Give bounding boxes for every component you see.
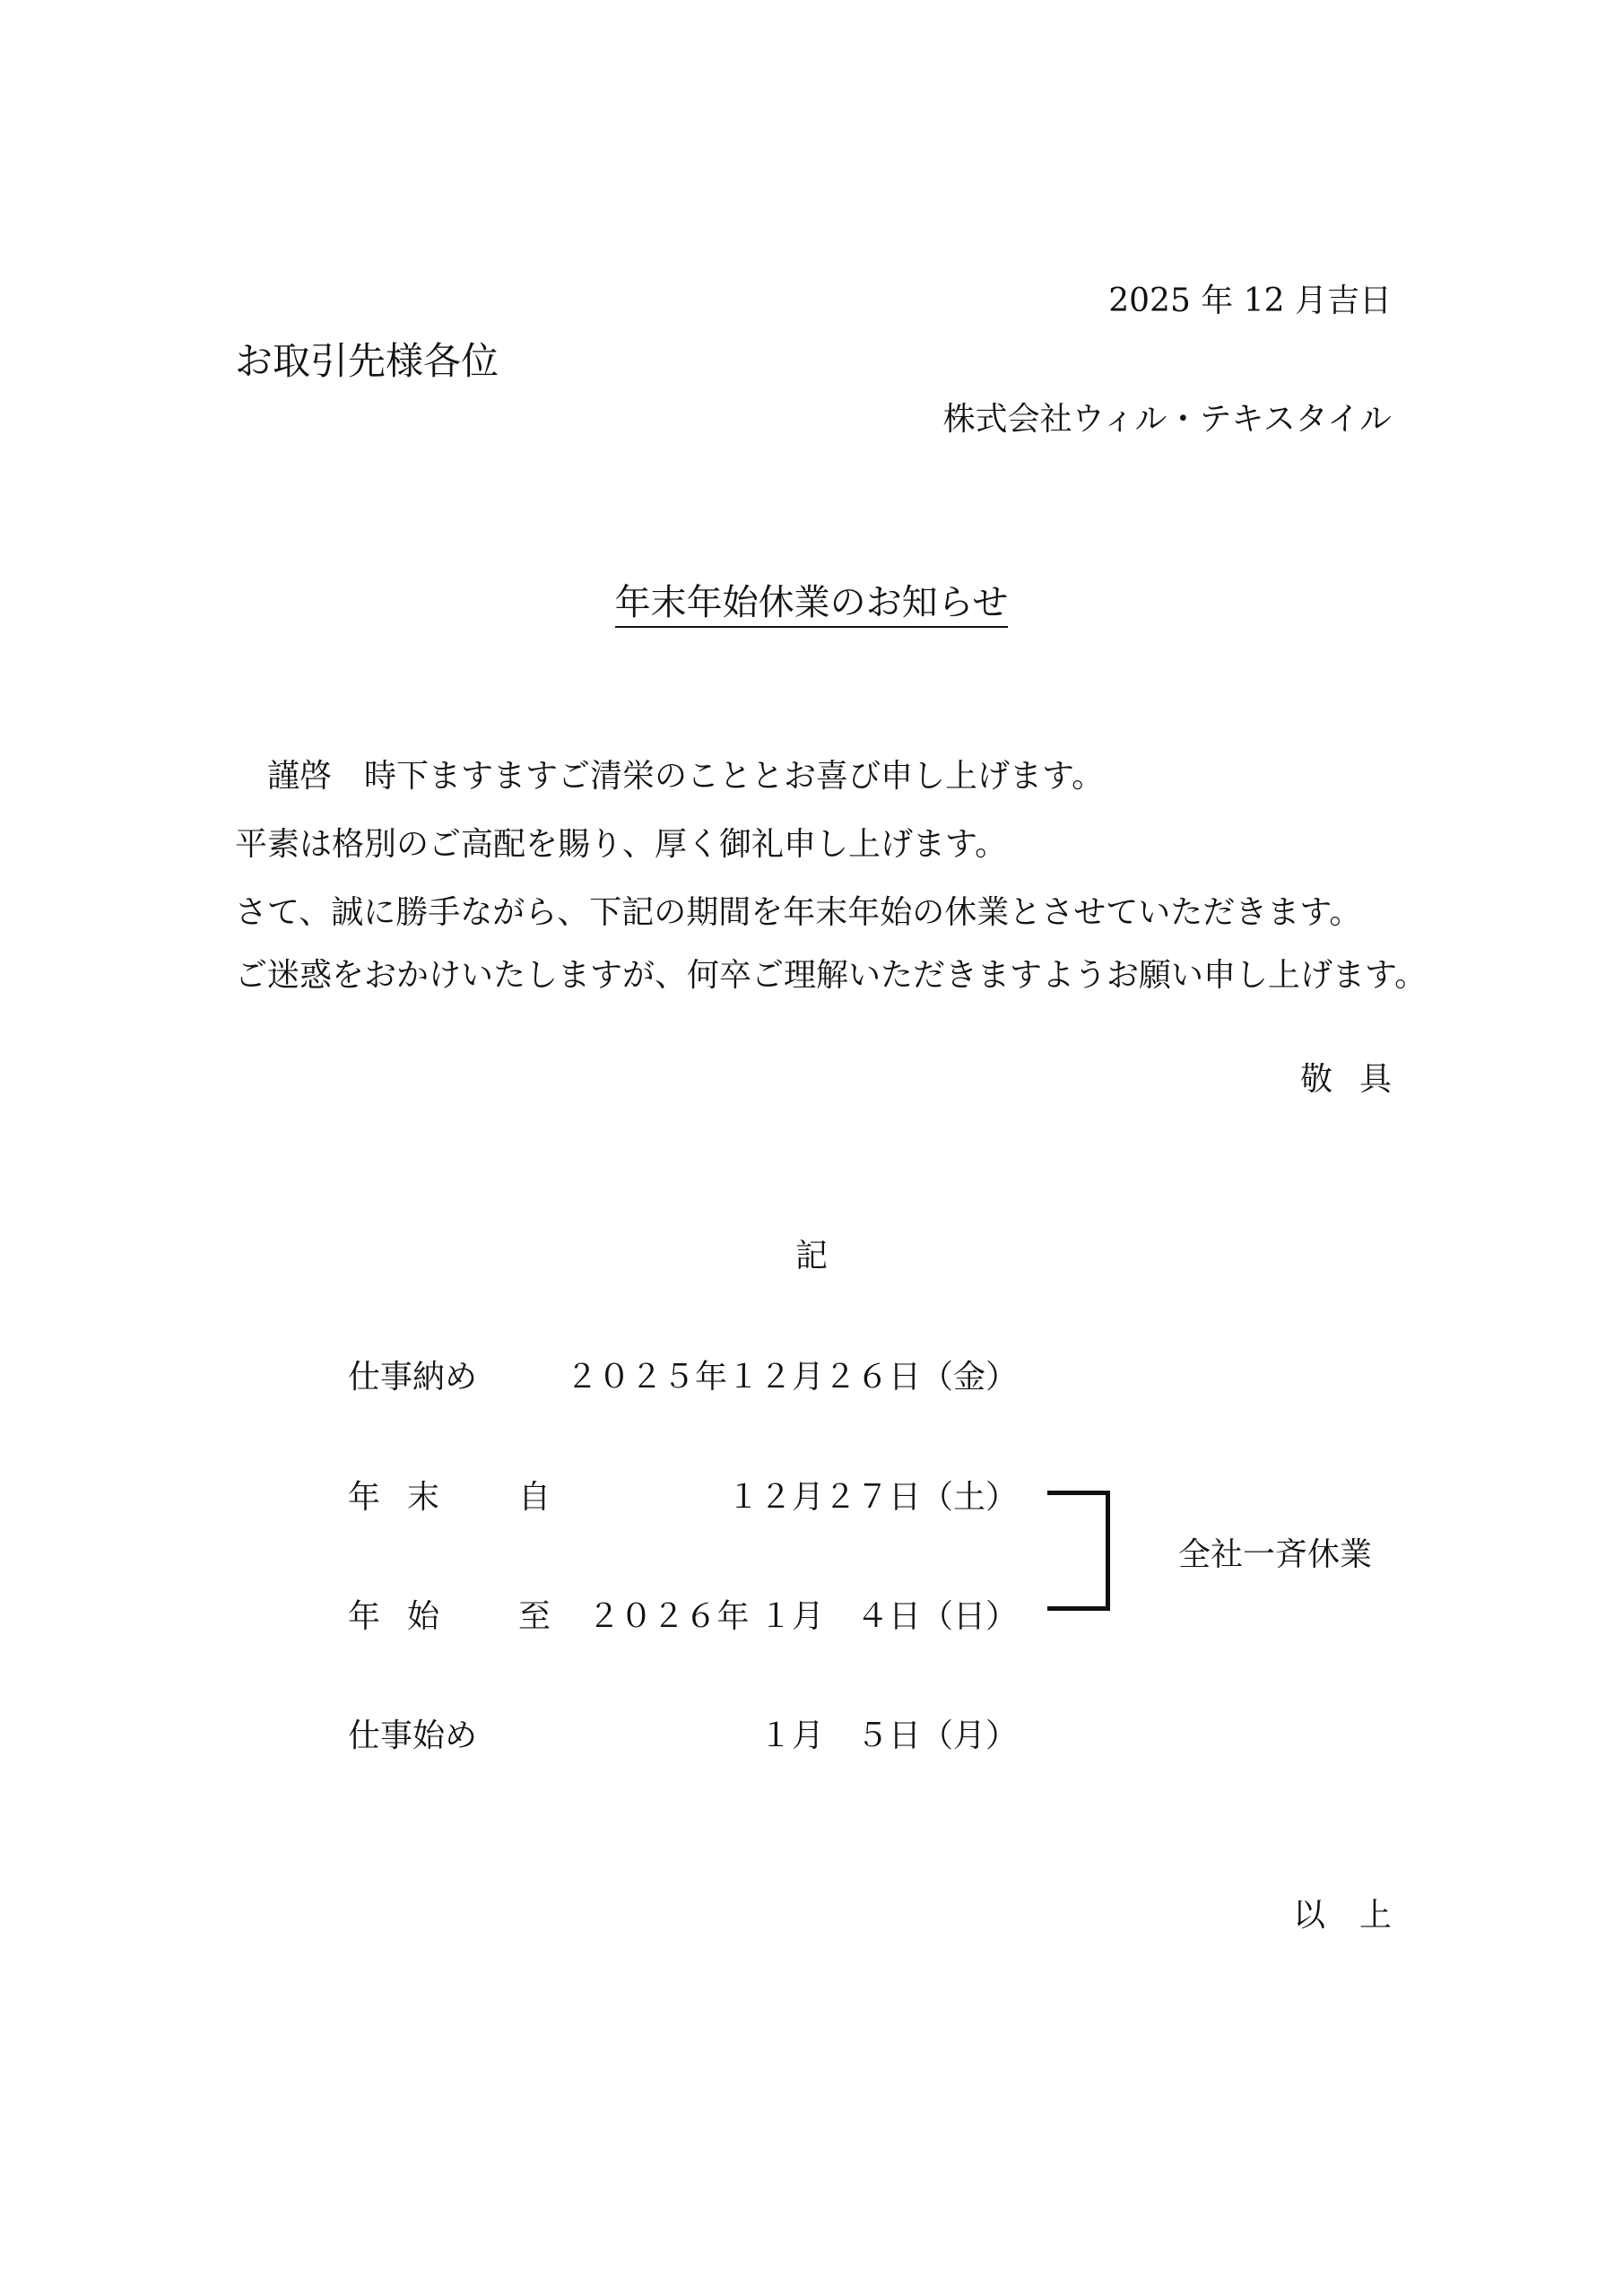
body-line-2: 平素は格別のご高配を賜り、厚く御礼申し上げます。	[235, 826, 1008, 863]
document-title: 年末年始休業のお知らせ	[615, 585, 1009, 628]
holiday-note: 全社一斉休業	[1178, 1536, 1373, 1573]
row-label-work-start: 仕事始め	[348, 1718, 478, 1754]
row-date-work-end: ２０２５年１２月２６日（金）	[565, 1359, 1018, 1396]
holiday-bracket	[1047, 1491, 1110, 1611]
body-line-3: さて、誠に勝手ながら、下記の期間を年末年始の休業とさせていただきます。	[235, 894, 1362, 931]
body-line-1: 謹啓 時下ますますご清栄のこととお喜び申し上げます。	[235, 758, 1105, 795]
issue-date: 2025 年 12 月吉日	[1108, 283, 1392, 319]
row-label-work-end: 仕事納め	[348, 1359, 478, 1396]
document-title-wrapper	[0, 582, 1623, 628]
closing-phrase: 敬具	[1299, 1061, 1419, 1098]
row-date-work-start: １月 ５日（月）	[759, 1718, 1018, 1754]
end-mark: 以上	[1292, 1897, 1426, 1934]
row-mark-from: 自	[518, 1479, 551, 1516]
row-date-new-year: ２０２６年 １月 ４日（日）	[587, 1598, 1018, 1635]
row-label-new-year: 年始	[348, 1598, 467, 1635]
row-date-year-end: １２月２７日（土）	[726, 1479, 1018, 1516]
sender-company: 株式会社ウィル・テキスタイル	[942, 401, 1392, 438]
body-line-4: ご迷惑をおかけいたしますが、何卒ご理解いただきますようお願い申し上げます。	[235, 957, 1428, 994]
recipient: お取引先様各位	[235, 339, 499, 383]
record-heading: 記	[794, 1238, 828, 1274]
row-mark-to: 至	[518, 1598, 551, 1635]
row-label-year-end: 年末	[348, 1479, 467, 1516]
